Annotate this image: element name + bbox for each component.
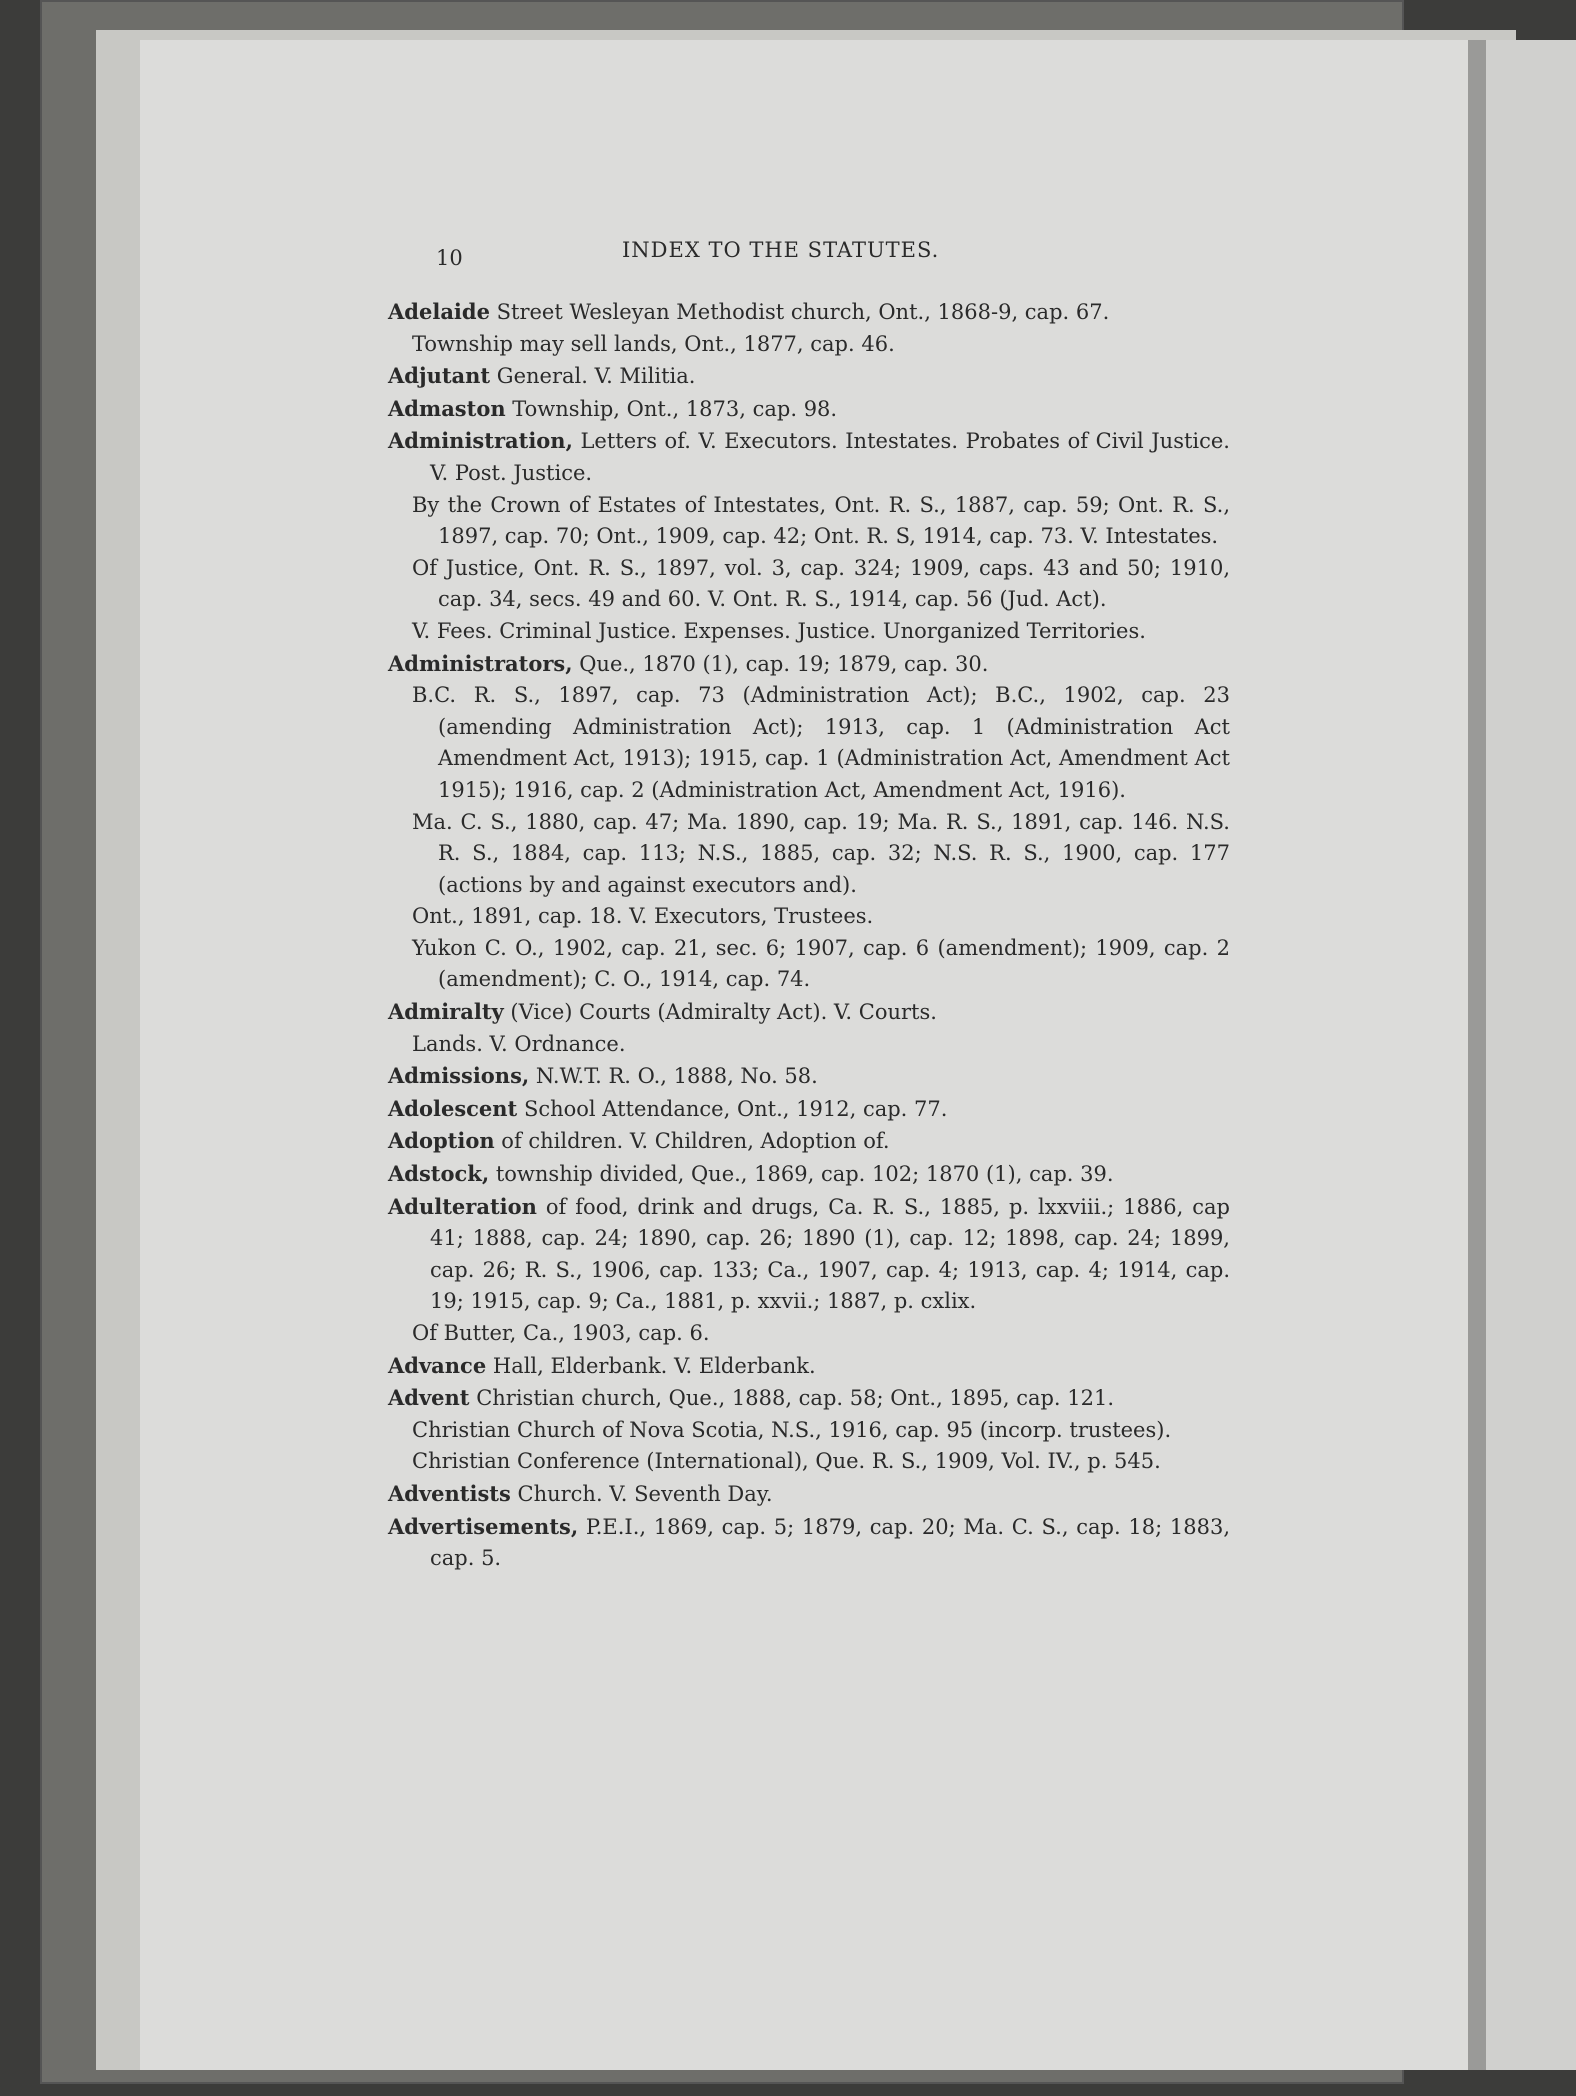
- index-subentry: [388, 901, 1230, 933]
- subentry-text: B.C. R. S., 1897, cap. 73 (Administration Act); B.C., 1902, cap. 23 (amending Administration Act); 1913, cap. 1 (Administration Act Amendment Act, 1913); 1915, cap. 1 (Administration Act, Amendment Act 1915); 1916, cap. 2 (Administration Act, Amendment Act, 1916).: [412, 683, 1230, 802]
- entry-headword: Adoption: [388, 1128, 495, 1154]
- entry-text: township divided, Que., 1869, cap. 102; 1870 (1), cap. 39.: [489, 1162, 1114, 1187]
- index-subentry: [388, 680, 1230, 806]
- entry-headword: Administrators,: [388, 650, 573, 676]
- entry-text: Township, Ont., 1873, cap. 98.: [505, 396, 838, 421]
- subentry-text: Township may sell lands, Ont., 1877, cap. 46.: [412, 331, 895, 356]
- subentry-text: Yukon C. O., 1902, cap. 21, sec. 6; 1907, cap. 6 (amendment); 1909, cap. 2 (amendment); C. O., 1914, cap. 74.: [412, 935, 1230, 992]
- index-entry: [388, 1093, 1230, 1126]
- entry-headword: Advent: [388, 1385, 470, 1411]
- index-entry: [388, 1511, 1230, 1575]
- entry-headword: Adjutant: [388, 363, 491, 389]
- index-entry: [388, 1350, 1230, 1383]
- entry-text: Que., 1870 (1), cap. 19; 1879, cap. 30.: [572, 651, 989, 676]
- running-title: INDEX TO THE STATUTES.: [622, 238, 940, 262]
- entry-headword: Adolescent: [388, 1095, 518, 1121]
- entry-text: School Attendance, Ont., 1912, cap. 77.: [517, 1096, 948, 1121]
- entry-text: N.W.T. R. O., 1888, No. 58.: [529, 1064, 818, 1089]
- index-subentry: [388, 933, 1230, 996]
- index-entry: [388, 1158, 1230, 1191]
- subentry-text: V. Fees. Criminal Justice. Expenses. Justice. Unorganized Territories.: [412, 618, 1146, 643]
- index-subentry: [388, 1446, 1230, 1478]
- index-entry: [388, 1060, 1230, 1093]
- entry-headword: Administration,: [388, 428, 573, 454]
- subentry-text: Of Justice, Ont. R. S., 1897, vol. 3, cap. 324; 1909, caps. 43 and 50; 1910, cap. 34, secs. 49 and 60. V. Ont. R. S., 1914, cap. 56 (Jud. Act).: [412, 555, 1230, 612]
- page-number: 10: [436, 246, 463, 270]
- subentry-text: Christian Church of Nova Scotia, N.S., 1916, cap. 95 (incorp. trustees).: [412, 1417, 1172, 1442]
- entry-text: Street Wesleyan Methodist church, Ont., 1868-9, cap. 67.: [489, 300, 1110, 324]
- index-subentry: [388, 1029, 1230, 1061]
- entry-text: Letters of. V. Executors. Intestates. Probates of Civil Justice. V. Post. Justice.: [430, 429, 1230, 485]
- index-subentry: [388, 1415, 1230, 1447]
- entry-text: of children. V. Children, Adoption of.: [494, 1129, 890, 1154]
- entry-text: Christian church, Que., 1888, cap. 58; Ont., 1895, cap. 121.: [469, 1386, 1115, 1411]
- subentry-text: Lands. V. Ordnance.: [412, 1031, 626, 1056]
- entry-headword: Adstock,: [388, 1161, 490, 1187]
- entry-text: General. V. Militia.: [490, 364, 696, 389]
- entry-headword: Adelaide: [388, 299, 490, 324]
- entry-text: (Vice) Courts (Admiralty Act). V. Courts.: [503, 1000, 937, 1025]
- entry-text: Hall, Elderbank. V. Elderbank.: [486, 1353, 816, 1378]
- index-entry: [388, 360, 1230, 393]
- subentry-text: Of Butter, Ca., 1903, cap. 6.: [412, 1321, 710, 1345]
- index-entry: [388, 1191, 1230, 1318]
- entry-text: P.E.I., 1869, cap. 5; 1879, cap. 20; Ma. C. S., cap. 18; 1883, cap. 5.: [430, 1514, 1230, 1571]
- index-subentry: [388, 490, 1230, 553]
- index-subentry: [388, 807, 1230, 902]
- subentry-text: Christian Conference (International), Que. R. S., 1909, Vol. IV., p. 545.: [412, 1449, 1161, 1474]
- index-subentry: [388, 616, 1230, 648]
- running-head: [436, 238, 1236, 268]
- index-entry: [388, 648, 1230, 681]
- entry-text: Church. V. Seventh Day.: [510, 1481, 773, 1506]
- index-subentry: [388, 1318, 1230, 1350]
- index-entry: [388, 296, 1230, 329]
- subentry-text: Ma. C. S., 1880, cap. 47; Ma. 1890, cap. 19; Ma. R. S., 1891, cap. 146. N.S. R. S., 1884, cap. 113; N.S., 1885, cap. 32; N.S. R. S., 1900, cap. 177 (actions by and against executors and).: [412, 809, 1230, 897]
- index-entry: [388, 1125, 1230, 1158]
- entry-text: of food, drink and drugs, Ca. R. S., 1885, p. lxxviii.; 1886, cap 41; 1888, cap. 24; 1890, cap. 26; 1890 (1), cap. 12; 1898, cap. 24; 1899, cap. 26; R. S., 1906, cap. 133; Ca., 1907, cap. 4; 1913, cap. 4; 1914, cap. 19; 1915, cap. 9; Ca., 1881, p. xxvii.; 1887, p. cxlix.: [430, 1194, 1230, 1314]
- entry-headword: Advance: [388, 1352, 487, 1378]
- entry-headword: Adventists: [388, 1480, 511, 1506]
- entry-headword: Admaston: [388, 395, 506, 421]
- index-entry: [388, 1478, 1230, 1511]
- facing-page-edge: [1486, 40, 1576, 2070]
- index-subentry: [388, 329, 1230, 361]
- entry-headword: Advertisements,: [388, 1513, 579, 1539]
- entry-headword: Admissions,: [388, 1063, 530, 1089]
- index-entry: [388, 1382, 1230, 1415]
- index-entry: [388, 425, 1230, 489]
- subentry-text: Ont., 1891, cap. 18. V. Executors, Trustees.: [412, 904, 874, 929]
- entry-headword: Admiralty: [388, 999, 504, 1025]
- entry-headword: Adulteration: [388, 1193, 537, 1219]
- subentry-text: By the Crown of Estates of Intestates, Ont. R. S., 1887, cap. 59; Ont. R. S., 1897, cap. 70; Ont., 1909, cap. 42; Ont. R. S, 1914, cap. 73. V. Intestates.: [412, 492, 1230, 549]
- index-subentry: [388, 553, 1230, 616]
- index-entry: [388, 996, 1230, 1029]
- page-gutter: [1468, 40, 1486, 2070]
- index-entries: [388, 296, 1230, 1575]
- index-entry: [388, 393, 1230, 426]
